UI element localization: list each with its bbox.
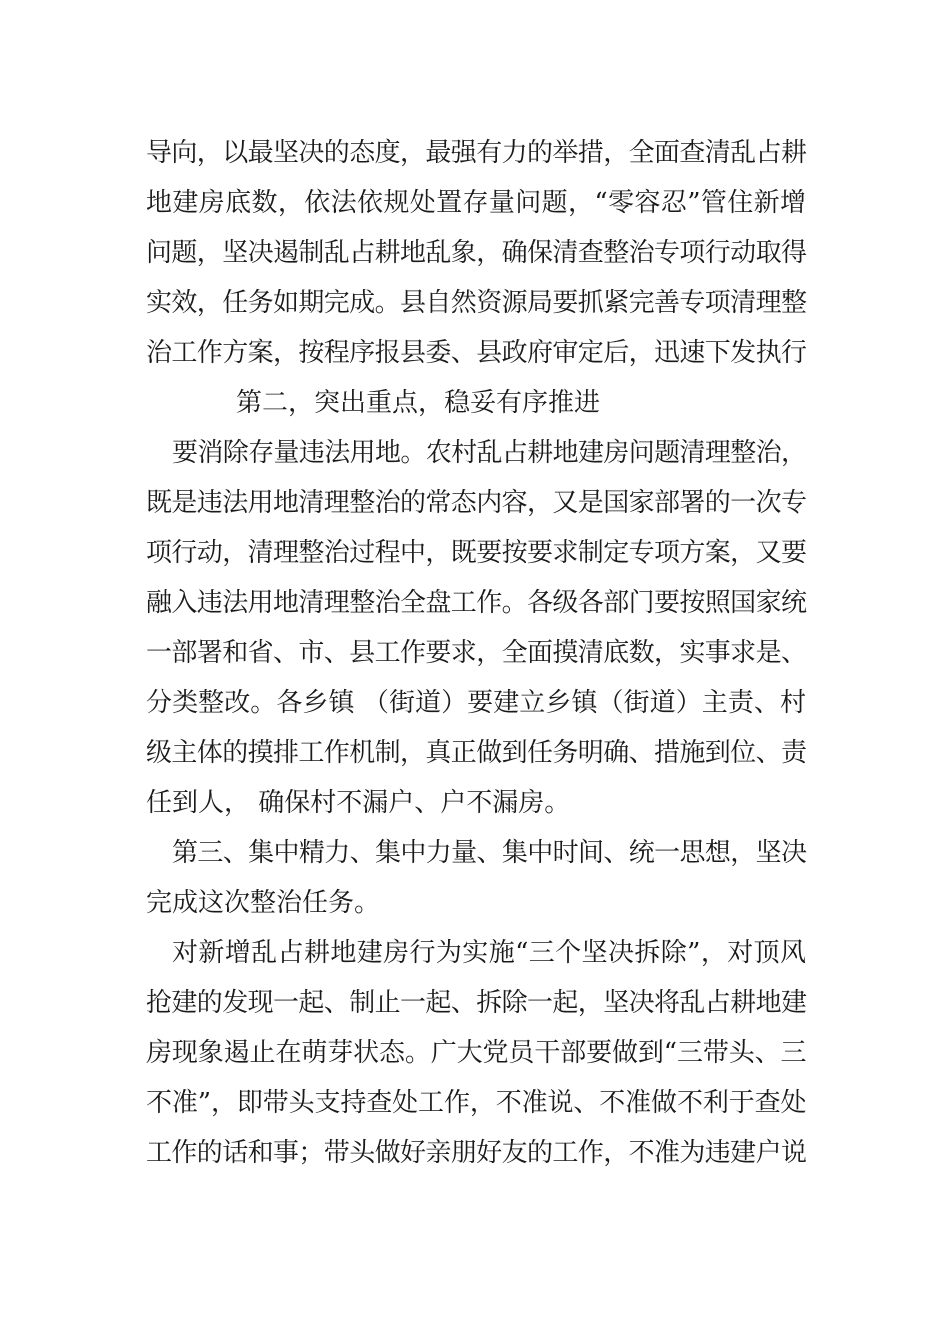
body-line: 房现象遏止在萌芽状态。广大党员干部要做到“三带头、三 — [146, 1038, 806, 1068]
body-line: 治工作方案，按程序报县委、县政府审定后，迅速下发执行 — [146, 338, 806, 368]
body-line: 导向，以最坚决的态度，最强有力的举措，全面查清乱占耕 — [146, 138, 806, 168]
paragraph-first-line: 要消除存量违法用地。农村乱占耕地建房问题清理整治， — [172, 438, 806, 468]
body-line: 融入违法用地清理整治全盘工作。各级各部门要按照国家统 — [146, 588, 806, 618]
body-line: 级主体的摸排工作机制，真正做到任务明确、措施到位、责 — [146, 738, 806, 768]
body-line: 完成这次整治任务。 — [146, 888, 381, 918]
paragraph-first-line: 第三、集中精力、集中力量、集中时间、统一思想，坚决 — [172, 838, 806, 868]
body-line: 实效，任务如期完成。县自然资源局要抓紧完善专项清理整 — [146, 288, 806, 318]
body-line: 工作的话和事；带头做好亲朋好友的工作，不准为违建户说 — [146, 1138, 806, 1168]
body-line: 既是违法用地清理整治的常态内容，又是国家部署的一次专 — [146, 488, 806, 518]
paragraph-first-line: 对新增乱占耕地建房行为实施“三个坚决拆除”，对顶风 — [172, 938, 806, 968]
body-line: 项行动，清理整治过程中，既要按要求制定专项方案，又要 — [146, 538, 806, 568]
body-line: 问题，坚决遏制乱占耕地乱象，确保清查整治专项行动取得 — [146, 238, 806, 268]
body-line: 地建房底数，依法依规处置存量问题，“零容忍”管住新增 — [146, 188, 806, 218]
section-heading: 第二，突出重点，稳妥有序推进 — [236, 388, 601, 418]
body-line: 分类整改。各乡镇 （街道）要建立乡镇（街道）主责、村 — [146, 688, 806, 718]
body-line: 任到人， 确保村不漏户、户不漏房。 — [146, 788, 571, 818]
body-line: 抢建的发现一起、制止一起、拆除一起，坚决将乱占耕地建 — [146, 988, 806, 1018]
body-line: 一部署和省、市、县工作要求，全面摸清底数，实事求是、 — [146, 638, 806, 668]
body-line: 不准”，即带头支持查处工作，不准说、不准做不利于查处 — [146, 1088, 806, 1118]
